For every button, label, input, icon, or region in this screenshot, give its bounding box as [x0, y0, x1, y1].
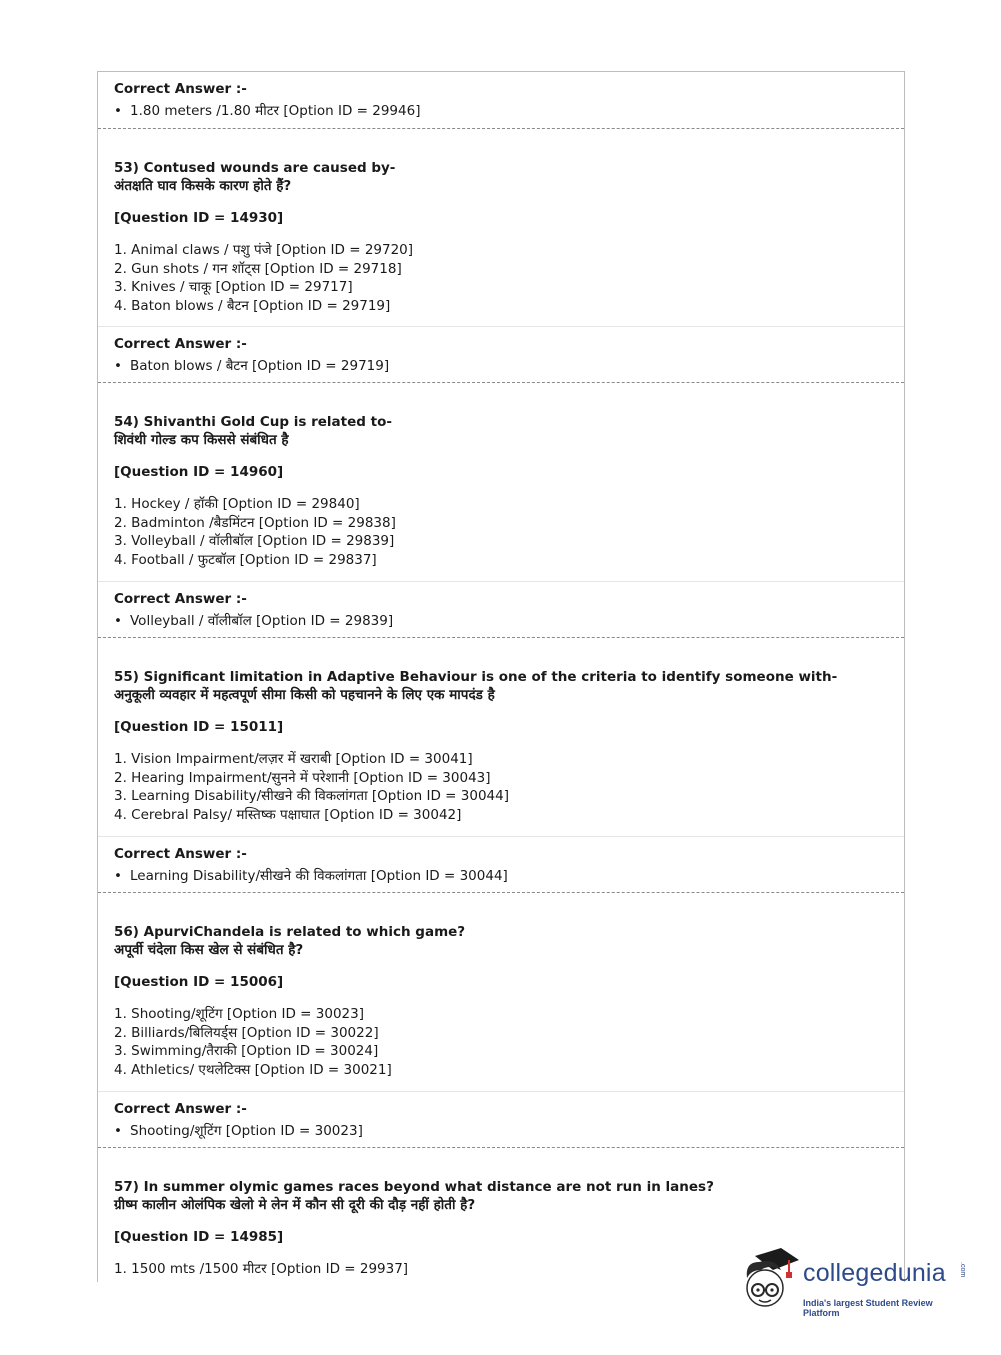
correct-answer: • Baton blows / बैटन [Option ID = 29719]	[114, 358, 390, 374]
question-title: 56) ApurviChandela is related to which game?	[114, 924, 466, 940]
option-item: 3. Knives / चाकू [Option ID = 29717]	[114, 279, 353, 295]
option-item: 1. 1500 mts /1500 मीटर [Option ID = 29937]	[114, 1261, 409, 1277]
correct-answer-label: Correct Answer :-	[114, 591, 247, 607]
question-title: 54) Shivanthi Gold Cup is related to-	[114, 414, 392, 430]
logo-suffix: .com	[959, 1262, 966, 1278]
option-item: 1. Animal claws / पशु पंजे [Option ID = 29720]	[114, 242, 414, 258]
correct-answer: • 1.80 meters /1.80 मीटर [Option ID = 29946]	[114, 103, 421, 119]
question-title: 53) Contused wounds are caused by-	[114, 160, 396, 176]
option-item: 2. Hearing Impairment/सुनने में परेशानी [Option ID = 30043]	[114, 769, 491, 786]
question-54	[98, 383, 904, 582]
answer-section	[98, 327, 904, 383]
options-list	[114, 1005, 904, 1079]
question-id: [Question ID = 14930]	[114, 210, 284, 226]
question-id: [Question ID = 14985]	[114, 1229, 284, 1245]
question-id: [Question ID = 14960]	[114, 464, 284, 480]
answer-section	[98, 72, 904, 129]
question-55	[98, 638, 904, 837]
options-list	[114, 750, 904, 824]
correct-answer: • Volleyball / वॉलीबॉल [Option ID = 29839]	[114, 613, 394, 629]
option-item: 2. Gun shots / गन शॉट्स [Option ID = 29718]	[114, 260, 402, 277]
question-id: [Question ID = 15011]	[114, 719, 284, 735]
answer-section	[98, 1092, 904, 1148]
options-list	[114, 495, 904, 569]
collegedunia-logo	[741, 1248, 971, 1318]
answer-section	[98, 837, 904, 893]
question-title-hindi: अंतक्षति घाव किसके कारण होते हैं?	[114, 178, 292, 194]
logo-wordmark: collegedunia	[803, 1259, 946, 1287]
option-item: 4. Baton blows / बैटन [Option ID = 29719]	[114, 297, 391, 314]
option-item: 2. Badminton /बैडमिंटन [Option ID = 29838]	[114, 514, 396, 531]
mascot-icon	[741, 1248, 801, 1314]
option-item: 1. Vision Impairment/लज़र में खराबी [Option ID = 30041]	[114, 751, 473, 767]
question-title: 57) In summer olymic games races beyond what distance are not run in lanes?	[114, 1179, 714, 1195]
question-id: [Question ID = 15006]	[114, 974, 284, 990]
correct-answer-label: Correct Answer :-	[114, 336, 247, 352]
correct-answer-label: Correct Answer :-	[114, 1101, 247, 1117]
question-title-hindi: अनुकूली व्यवहार में महत्वपूर्ण सीमा किसी को पहचानने के लिए एक मापदंड है	[114, 687, 495, 703]
answer-section	[98, 582, 904, 638]
question-title-hindi: ग्रीष्म कालीन ओलंपिक खेलो मे लेन में कौन सी दूरी की दौड़ नहीं होती है?	[114, 1197, 476, 1213]
question-56	[98, 893, 904, 1092]
option-item: 4. Cerebral Palsy/ मस्तिष्क पक्षाघात [Option ID = 30042]	[114, 806, 462, 823]
question-53	[98, 129, 904, 327]
option-item: 4. Athletics/ एथलेटिक्स [Option ID = 30021]	[114, 1061, 392, 1078]
option-item: 1. Shooting/शूटिंग [Option ID = 30023]	[114, 1006, 365, 1022]
logo-tagline: India's largest Student Review Platform	[803, 1298, 933, 1318]
option-item: 1. Hockey / हॉकी [Option ID = 29840]	[114, 496, 360, 512]
option-item: 4. Football / फुटबॉल [Option ID = 29837]	[114, 551, 377, 568]
correct-answer-label: Correct Answer :-	[114, 846, 247, 862]
correct-answer-label: Correct Answer :-	[114, 81, 247, 97]
correct-answer: • Shooting/शूटिंग [Option ID = 30023]	[114, 1123, 363, 1139]
question-title: 55) Significant limitation in Adaptive Behaviour is one of the criteria to identify someone with-	[114, 669, 838, 685]
question-title-hindi: शिवंथी गोल्ड कप किससे संबंधित है	[114, 432, 289, 448]
options-list	[114, 241, 904, 315]
option-item: 3. Volleyball / वॉलीबॉल [Option ID = 29839]	[114, 533, 395, 549]
correct-answer: • Learning Disability/सीखने की विकलांगता [Option ID = 30044]	[114, 868, 508, 884]
question-title-hindi: अपूर्वी चंदेला किस खेल से संबंधित है?	[114, 942, 304, 958]
option-item: 3. Swimming/तैराकी [Option ID = 30024]	[114, 1043, 379, 1059]
option-item: 2. Billiards/बिलियर्ड्स [Option ID = 30022]	[114, 1024, 379, 1041]
option-item: 3. Learning Disability/सीखने की विकलांगता [Option ID = 30044]	[114, 788, 509, 804]
document-frame	[97, 71, 905, 1282]
